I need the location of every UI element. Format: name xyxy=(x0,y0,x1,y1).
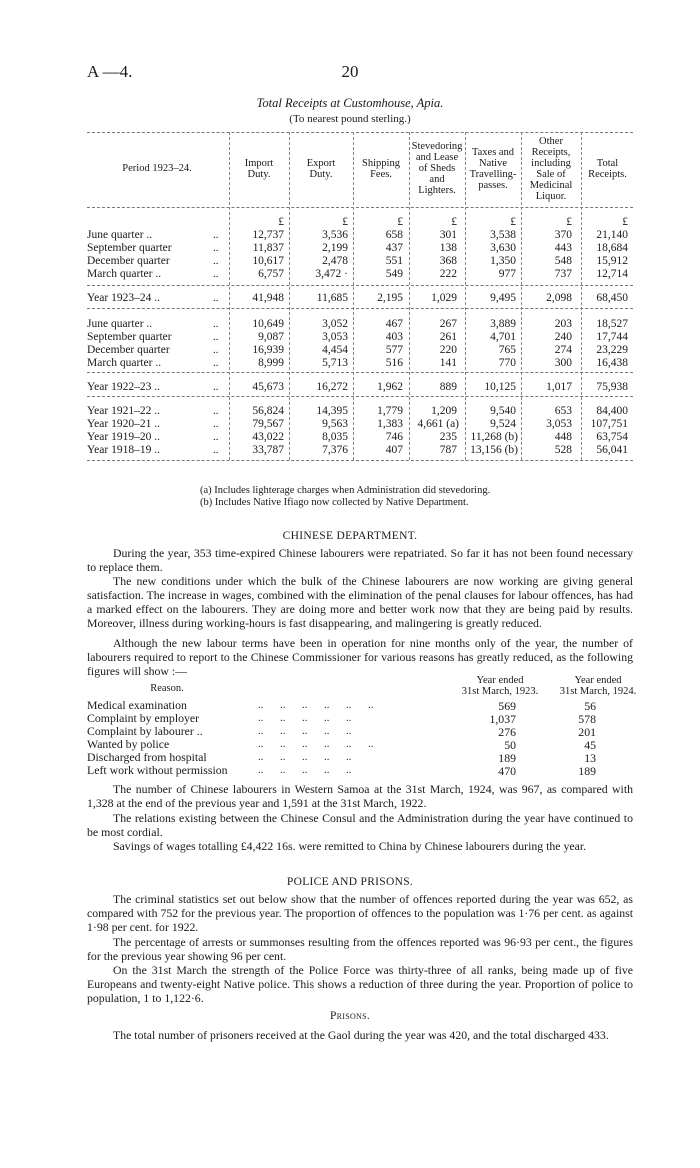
paragraph: Although the new labour terms have been in operation for nine months only of the year, the number of labourers required to report to the Chinese Commissioner for various reasons has greatly reduced, as the following figures will show :— xyxy=(87,636,633,678)
cell-taxes: 3,630 xyxy=(490,242,516,254)
value-1923: 276 xyxy=(498,725,516,739)
cell-shipping: 1,383 xyxy=(377,418,403,430)
value-1924: 201 xyxy=(578,725,596,739)
paragraph: The new conditions under which the bulk of the Chinese labourers are now working are giving general satisfaction. The increase in wages, combined with the elimination of the penal clauses for labour offences, has had a marked effect on the labourers. They are doing more and better work now that they are being paid by results. Moreover, illness during working-hours is fast disappearing, and malingering is greatly reduced. xyxy=(87,574,633,630)
cell-total: 107,751 xyxy=(590,418,628,430)
col-head-total: Total Receipts. xyxy=(588,158,627,180)
cell-total: 18,527 xyxy=(596,318,628,330)
cell-total: 63,754 xyxy=(596,431,628,443)
row-period: March quarter .. xyxy=(87,357,162,369)
cell-export: 2,199 xyxy=(322,242,348,254)
leader-dots: .. .. .. .. .. xyxy=(258,725,352,737)
value-1924: 45 xyxy=(584,738,596,752)
reason-label: Medical examination xyxy=(87,698,187,712)
reason-label: Complaint by employer xyxy=(87,711,200,725)
reasons-col-1923: Year ended 31st March, 1923. xyxy=(461,675,539,697)
group-rule xyxy=(87,372,633,373)
currency-symbol: £ xyxy=(397,216,403,228)
row-period: September quarter xyxy=(87,331,172,343)
col-head-taxes: Taxes and Native Travelling- passes. xyxy=(469,147,517,191)
cell-taxes: 1,350 xyxy=(490,255,516,267)
value-1923: 50 xyxy=(504,738,516,752)
currency-symbol: £ xyxy=(566,216,572,228)
table-bottom-rule xyxy=(87,460,633,461)
group-rule xyxy=(87,396,633,397)
value-1924: 578 xyxy=(578,712,596,726)
cell-export: 9,563 xyxy=(322,418,348,430)
row-period: December quarter xyxy=(87,344,170,356)
cell-import: 12,737 xyxy=(252,229,284,241)
reasons-head: Reason. xyxy=(150,683,184,694)
cell-import: 9,087 xyxy=(258,331,284,343)
cell-import: 45,673 xyxy=(252,381,284,393)
cell-other: 1,017 xyxy=(546,381,572,393)
paragraph: The relations existing between the Chinese Consul and the Administration during the year have continued to be most cordial. xyxy=(87,811,633,839)
cell-stevedoring: 1,029 xyxy=(431,292,457,304)
leader-dots: .. .. .. .. .. .. xyxy=(258,738,374,750)
reason-label: Wanted by police xyxy=(87,737,170,751)
row-period: Year 1922–23 .. xyxy=(87,381,160,393)
cell-stevedoring: 141 xyxy=(439,357,457,369)
cell-stevedoring: 235 xyxy=(439,431,457,443)
cell-shipping: 658 xyxy=(385,229,403,241)
cell-shipping: 437 xyxy=(385,242,403,254)
cell-import: 79,567 xyxy=(252,418,284,430)
value-1923: 189 xyxy=(498,751,516,765)
cell-import: 43,022 xyxy=(252,431,284,443)
cell-taxes: 10,125 xyxy=(484,381,516,393)
leader-dots: .. xyxy=(213,331,219,343)
cell-stevedoring: 267 xyxy=(439,318,457,330)
cell-shipping: 407 xyxy=(385,444,403,456)
cell-shipping: 746 xyxy=(385,431,403,443)
leader-dots: .. xyxy=(213,255,219,267)
paragraph: The number of Chinese labourers in Western Samoa at the 31st March, 1924, was 967, as compared with 1,328 at the end of the previous year and 1,591 at the 31st March, 1922. xyxy=(87,782,633,810)
cell-export: 16,272 xyxy=(316,381,348,393)
currency-symbol: £ xyxy=(342,216,348,228)
paragraph: On the 31st March the strength of the Police Force was thirty-three of all ranks, being made up of five Europeans and twenty-eight Native police. This shows a reduction of three during the year. Proportion of police to population, 1 to 1,122·6. xyxy=(87,963,633,1005)
cell-other: 274 xyxy=(554,344,572,356)
cell-shipping: 2,195 xyxy=(377,292,403,304)
cell-total: 16,438 xyxy=(596,357,628,369)
cell-stevedoring: 301 xyxy=(439,229,457,241)
cell-stevedoring: 4,661 (a) xyxy=(417,418,459,430)
section-heading-police: POLICE AND PRISONS. xyxy=(286,876,414,888)
cell-stevedoring: 889 xyxy=(439,381,457,393)
currency-symbol: £ xyxy=(510,216,516,228)
cell-import: 8,999 xyxy=(258,357,284,369)
cell-export: 2,478 xyxy=(322,255,348,267)
cell-total: 84,400 xyxy=(596,405,628,417)
cell-total: 75,938 xyxy=(596,381,628,393)
cell-export: 5,713 xyxy=(322,357,348,369)
cell-other: 3,053 xyxy=(546,418,572,430)
leader-dots: .. xyxy=(213,344,219,356)
leader-dots: .. xyxy=(213,242,219,254)
section-heading-chinese: CHINESE DEPARTMENT. xyxy=(282,530,418,542)
row-period: Year 1919–20 .. xyxy=(87,431,160,443)
cell-import: 6,757 xyxy=(258,268,284,280)
col-head-other: Other Receipts, including Sale of Medicinal Liquor. xyxy=(529,136,573,202)
leader-dots: .. xyxy=(213,268,219,280)
group-rule xyxy=(87,285,633,286)
cell-other: 548 xyxy=(554,255,572,267)
row-period: Year 1918–19 .. xyxy=(87,444,160,456)
cell-taxes: 9,540 xyxy=(490,405,516,417)
cell-stevedoring: 138 xyxy=(439,242,457,254)
leader-dots: .. xyxy=(213,229,219,241)
cell-other: 300 xyxy=(554,357,572,369)
cell-taxes: 3,538 xyxy=(490,229,516,241)
cell-import: 16,939 xyxy=(252,344,284,356)
cell-total: 56,041 xyxy=(596,444,628,456)
document-reference: A —4. xyxy=(87,62,133,81)
cell-other: 2,098 xyxy=(546,292,572,304)
cell-total: 23,229 xyxy=(596,344,628,356)
cell-taxes: 13,156 (b) xyxy=(470,444,518,456)
cell-import: 33,787 xyxy=(252,444,284,456)
cell-stevedoring: 261 xyxy=(439,331,457,343)
reason-label: Complaint by labourer .. xyxy=(87,724,203,738)
leader-dots: .. xyxy=(213,292,219,304)
cell-total: 17,744 xyxy=(596,331,628,343)
paragraph: The percentage of arrests or summonses resulting from the offences reported was 96·93 per cent., the figures for the previous year showing 96 per cent. xyxy=(87,935,633,963)
value-1924: 13 xyxy=(584,751,596,765)
cell-export: 3,472 · xyxy=(315,268,348,280)
cell-export: 3,052 xyxy=(322,318,348,330)
currency-symbol: £ xyxy=(622,216,628,228)
col-head-import: Import Duty. xyxy=(244,158,274,180)
leader-dots: .. .. .. .. .. xyxy=(258,764,352,776)
cell-taxes: 3,889 xyxy=(490,318,516,330)
cell-shipping: 467 xyxy=(385,318,403,330)
row-period: Year 1920–21 .. xyxy=(87,418,160,430)
reason-label: Left work without permission xyxy=(87,763,228,777)
cell-total: 21,140 xyxy=(596,229,628,241)
leader-dots: .. xyxy=(213,431,219,443)
reasons-col-1924: Year ended 31st March, 1924. xyxy=(559,675,637,697)
leader-dots: .. xyxy=(213,381,219,393)
cell-taxes: 770 xyxy=(498,357,516,369)
row-period: Year 1921–22 .. xyxy=(87,405,160,417)
group-rule xyxy=(87,308,633,309)
reason-label: Discharged from hospital xyxy=(87,750,207,764)
table-subtitle: (To nearest pound sterling.) xyxy=(289,113,411,125)
cell-taxes: 4,701 xyxy=(490,331,516,343)
table-top-rule xyxy=(87,132,633,133)
cell-shipping: 1,962 xyxy=(377,381,403,393)
leader-dots: .. xyxy=(213,444,219,456)
cell-other: 203 xyxy=(554,318,572,330)
cell-other: 443 xyxy=(554,242,572,254)
cell-shipping: 577 xyxy=(385,344,403,356)
cell-export: 3,536 xyxy=(322,229,348,241)
cell-import: 56,824 xyxy=(252,405,284,417)
leader-dots: .. .. .. .. .. xyxy=(258,751,352,763)
cell-total: 68,450 xyxy=(596,292,628,304)
cell-stevedoring: 220 xyxy=(439,344,457,356)
col-head-stevedoring: Stevedoring and Lease of Sheds and Lighters. xyxy=(411,141,463,196)
cell-taxes: 765 xyxy=(498,344,516,356)
paragraph: During the year, 353 time-expired Chinese labourers were repatriated. So far it has not been found necessary to replace them. xyxy=(87,546,633,574)
row-period: June quarter .. xyxy=(87,229,153,241)
cell-export: 4,454 xyxy=(322,344,348,356)
row-period: March quarter .. xyxy=(87,268,162,280)
cell-export: 11,685 xyxy=(316,292,348,304)
cell-shipping: 551 xyxy=(385,255,403,267)
table-title: Total Receipts at Customhouse, Apia. xyxy=(256,96,444,110)
cell-other: 240 xyxy=(554,331,572,343)
section-heading-prisons: Prisons. xyxy=(329,1010,371,1022)
leader-dots: .. xyxy=(213,418,219,430)
row-period: September quarter xyxy=(87,242,172,254)
cell-stevedoring: 368 xyxy=(439,255,457,267)
col-head-period: Period 1923–24. xyxy=(122,163,192,174)
value-1923: 470 xyxy=(498,764,516,778)
row-period: December quarter xyxy=(87,255,170,267)
cell-export: 14,395 xyxy=(316,405,348,417)
cell-stevedoring: 222 xyxy=(439,268,457,280)
value-1924: 56 xyxy=(584,699,596,713)
leader-dots: .. xyxy=(213,357,219,369)
cell-shipping: 403 xyxy=(385,331,403,343)
value-1924: 189 xyxy=(578,764,596,778)
value-1923: 1,037 xyxy=(489,712,516,726)
page-number: 20 xyxy=(341,62,359,81)
cell-total: 18,684 xyxy=(596,242,628,254)
leader-dots: .. xyxy=(213,318,219,330)
cell-total: 15,912 xyxy=(596,255,628,267)
currency-symbol: £ xyxy=(278,216,284,228)
cell-other: 653 xyxy=(554,405,572,417)
paragraph: The total number of prisoners received at the Gaol during the year was 420, and the total discharged 433. xyxy=(113,1028,609,1042)
cell-stevedoring: 787 xyxy=(439,444,457,456)
cell-export: 7,376 xyxy=(322,444,348,456)
footnote-a: (a) Includes lighterage charges when Administration did stevedoring. xyxy=(200,485,491,496)
value-1923: 569 xyxy=(498,699,516,713)
cell-export: 8,035 xyxy=(322,431,348,443)
row-period: Year 1923–24 .. xyxy=(87,292,160,304)
leader-dots: .. xyxy=(213,405,219,417)
cell-stevedoring: 1,209 xyxy=(431,405,457,417)
leader-dots: .. .. .. .. .. xyxy=(258,712,352,724)
cell-shipping: 1,779 xyxy=(377,405,403,417)
footnote-b: (b) Includes Native Ifiago now collected by Native Department. xyxy=(200,497,469,508)
cell-taxes: 9,495 xyxy=(490,292,516,304)
table-header-rule xyxy=(87,207,633,208)
currency-symbol: £ xyxy=(451,216,457,228)
cell-taxes: 11,268 (b) xyxy=(470,431,518,443)
cell-export: 3,053 xyxy=(322,331,348,343)
cell-other: 370 xyxy=(554,229,572,241)
cell-shipping: 549 xyxy=(385,268,403,280)
cell-taxes: 977 xyxy=(498,268,516,280)
paragraph: Savings of wages totalling £4,422 16s. were remitted to China by Chinese labourers during the year. xyxy=(113,839,587,853)
cell-import: 11,837 xyxy=(252,242,284,254)
cell-total: 12,714 xyxy=(596,268,628,280)
leader-dots: .. .. .. .. .. .. xyxy=(258,699,374,711)
cell-other: 448 xyxy=(554,431,572,443)
cell-taxes: 9,524 xyxy=(490,418,516,430)
row-period: June quarter .. xyxy=(87,318,153,330)
paragraph: The criminal statistics set out below show that the number of offences reported during the year was 652, as compared with 752 for the previous year. The proportion of offences to the population was 1·76 per cent. as against 1·98 per cent. for 1922. xyxy=(87,892,633,934)
cell-shipping: 516 xyxy=(385,357,403,369)
col-head-shipping: Shipping Fees. xyxy=(362,158,400,180)
cell-import: 10,649 xyxy=(252,318,284,330)
cell-other: 737 xyxy=(554,268,572,280)
cell-import: 41,948 xyxy=(252,292,284,304)
cell-import: 10,617 xyxy=(252,255,284,267)
cell-other: 528 xyxy=(554,444,572,456)
col-head-export: Export Duty. xyxy=(306,158,336,180)
